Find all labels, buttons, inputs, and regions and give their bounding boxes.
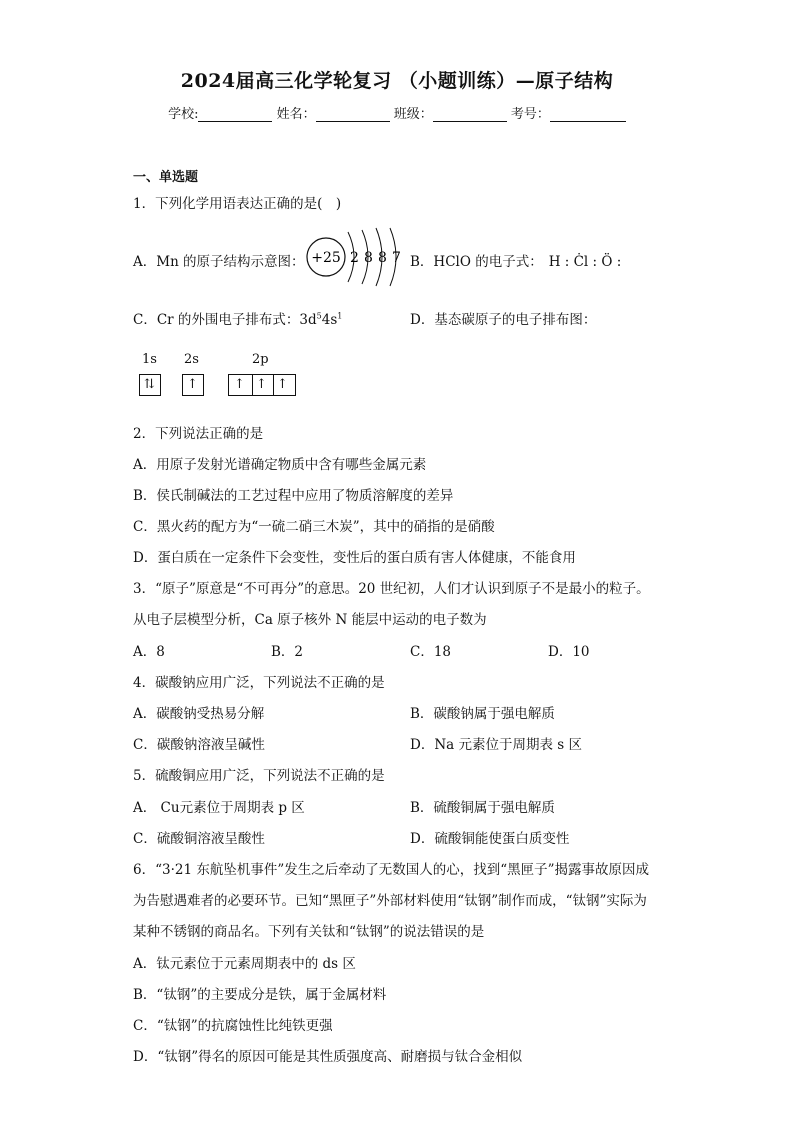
page-title: 2024届高三化学轮复习 （小题训练）—原子结构	[180, 70, 614, 92]
orbital-label-1s: 1s	[142, 352, 157, 367]
q1-stem: 1．下列化学用语表达正确的是( )	[133, 196, 342, 212]
q3-stem-line1: 3．“原子”原意是“不可再分”的意思。20 世纪初，人们才认识到原子不是最小的粒子。	[133, 581, 650, 597]
class-label: 班级：	[393, 107, 433, 122]
q3-option-c: C．18	[410, 644, 452, 660]
q3-option-b: B．2	[271, 644, 304, 660]
q4-option-b: B．碳酸钠属于强电解质	[410, 706, 555, 722]
orbital-box-2s	[182, 374, 204, 396]
school-blank[interactable]	[198, 108, 272, 122]
q6-stem-line2: 为告慰遇难者的必要环节。已知“黑匣子”外部材料使用“钛钢”制作而成，“钛钢”实际为	[133, 893, 647, 909]
q6-option-c: C．“钛钢”的抗腐蚀性比纯铁更强	[133, 1018, 333, 1034]
q4-stem: 4．碳酸钠应用广泛，下列说法不正确的是	[133, 675, 385, 691]
shell-electrons-3: 8	[378, 250, 387, 266]
nucleus-charge: +25	[311, 250, 341, 266]
q2-stem: 2．下列说法正确的是	[133, 426, 264, 442]
q6-stem-line1: 6．“3·21 东航坠机事件”发生之后牵动了无数国人的心，找到“黑匣子”揭露事故原因成	[133, 862, 650, 878]
atomic-structure-diagram	[304, 222, 410, 292]
class-blank[interactable]	[433, 108, 507, 122]
q6-stem-line3: 某种不锈钢的商品名。下列有关钛和“钛钢”的说法错误的是	[133, 924, 485, 940]
orbital-cell: ⇅	[144, 377, 155, 392]
q1-option-c-label: C．Cr 的外围电子排布式：3d	[133, 312, 317, 328]
q1-c-mid: 4s	[321, 312, 338, 328]
name-label: 姓名：	[276, 107, 316, 122]
section-heading: 一、单选题	[133, 170, 199, 185]
orbital-box-2p	[228, 374, 296, 396]
q6-option-a: A．钛元素位于元素周期表中的 ds 区	[133, 956, 356, 972]
number-label: 考号：	[510, 107, 550, 122]
q1-c-sup1: 5	[316, 311, 322, 321]
q6-option-b: B．“钛钢”的主要成分是铁，属于金属材料	[133, 987, 387, 1003]
q6-option-d: D．“钛钢”得名的原因可能是其性质强度高、耐磨损与钛合金相似	[133, 1049, 523, 1065]
q2-option-a: A．用原子发射光谱确定物质中含有哪些金属元素	[133, 457, 427, 473]
shell-electrons-1: 2	[350, 250, 359, 266]
orbital-box-1s	[139, 374, 161, 396]
number-blank[interactable]	[550, 108, 626, 122]
orbital-cell: ↑	[234, 377, 245, 392]
shell-electrons-4: 7	[392, 250, 401, 266]
q4-option-a: A．碳酸钠受热易分解	[133, 706, 265, 722]
q1-option-a: A．Mn 的原子结构示意图：	[133, 254, 305, 270]
orbital-cell: ↑	[252, 375, 270, 395]
q5-option-b: B．硫酸铜属于强电解质	[410, 800, 555, 816]
student-info-line	[0, 103, 794, 122]
q5-option-c: C．硫酸铜溶液呈酸性	[133, 831, 265, 847]
q2-option-c: C．黑火药的配方为“一硫二硝三木炭”，其中的硝指的是硝酸	[133, 519, 495, 535]
q3-option-a: A．8	[133, 644, 165, 660]
q3-option-d: D．10	[548, 644, 590, 660]
q5-option-d: D．硫酸铜能使蛋白质变性	[410, 831, 570, 847]
q1-option-d: D．基态碳原子的电子排布图：	[410, 312, 597, 328]
q2-option-b: B．侯氏制碱法的工艺过程中应用了物质溶解度的差异	[133, 488, 454, 504]
q2-option-d: D．蛋白质在一定条件下会变性，变性后的蛋白质有害人体健康，不能食用	[133, 550, 576, 566]
q5-stem: 5．硫酸铜应用广泛，下列说法不正确的是	[133, 768, 385, 784]
school-label: 学校:	[168, 107, 199, 122]
orbital-cell: ↑	[273, 375, 291, 395]
orbital-label-2s: 2s	[184, 352, 199, 367]
q1-option-b	[410, 250, 621, 270]
shell-electrons-2: 8	[364, 250, 373, 266]
q5-option-a: A． Cu元素位于周期表 p 区	[133, 800, 305, 816]
q3-stem-line2: 从电子层模型分析，Ca 原子核外 N 能层中运动的电子数为	[133, 612, 487, 628]
q4-option-c: C．碳酸钠溶液呈碱性	[133, 737, 265, 753]
orbital-cell: ↑	[187, 377, 198, 392]
name-blank[interactable]	[316, 108, 390, 122]
q1-c-sup2: 1	[337, 311, 343, 321]
orbital-label-2p: 2p	[252, 352, 269, 367]
q1-option-c	[133, 308, 342, 328]
q4-option-d: D．Na 元素位于周期表 s 区	[410, 737, 582, 753]
q1-option-b-label: B．HClO 的电子式：	[410, 254, 543, 270]
hclo-electron-formula: H : Ċl : Ö :	[548, 254, 622, 270]
